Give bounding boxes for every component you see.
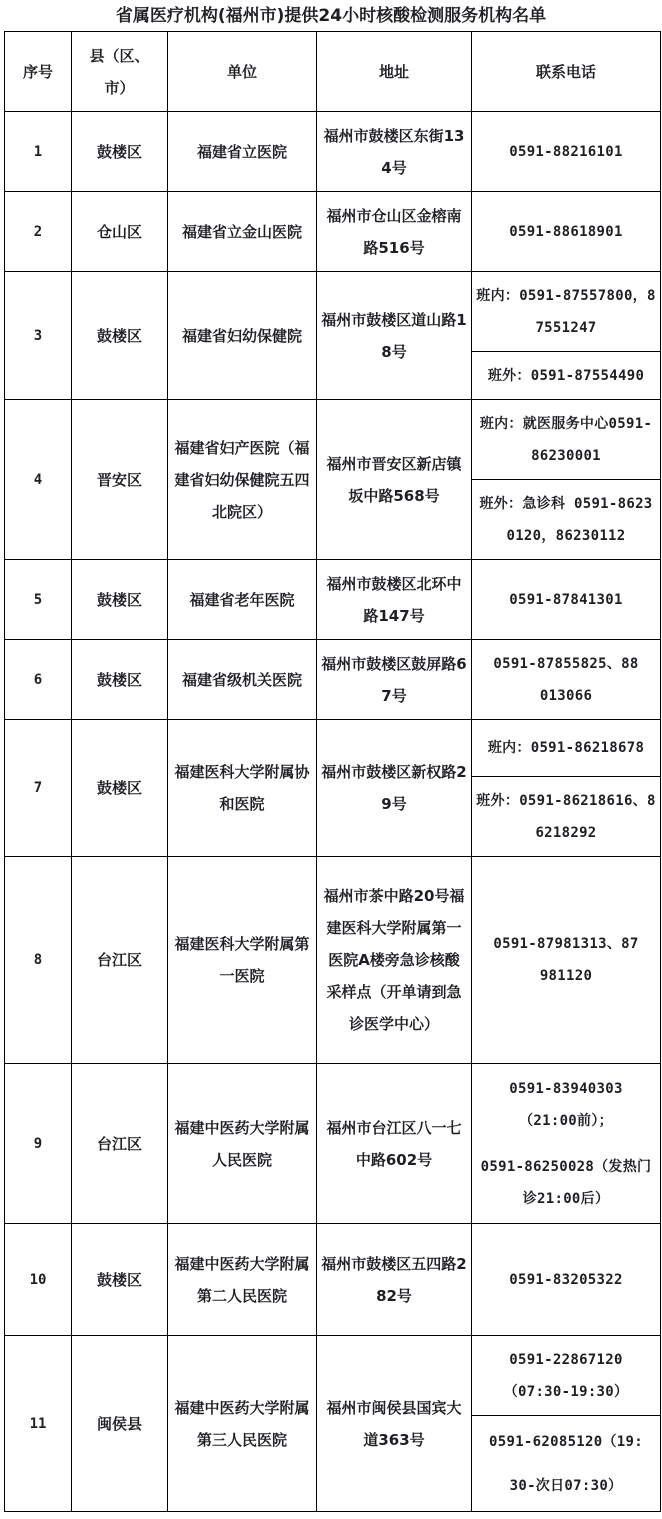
row-address: 福州市鼓楼区北环中路147号	[317, 560, 472, 640]
row-phone: 0591-87981313、87981120	[472, 857, 661, 1064]
row-phone-night: 0591-62085120（19:30-次日07:30）	[472, 1416, 661, 1512]
row-unit: 福建中医药大学附属第二人民医院	[168, 1224, 317, 1336]
row-county: 仓山区	[72, 192, 168, 272]
row-county: 台江区	[72, 1064, 168, 1224]
row-phone: 0591-87841301	[472, 560, 661, 640]
row-unit: 福建省妇幼保健院	[168, 272, 317, 400]
table-row	[5, 720, 661, 777]
table-row	[5, 857, 661, 1064]
row-county: 台江区	[72, 857, 168, 1064]
header-county: 县（区、市）	[72, 32, 168, 112]
table-row	[5, 192, 661, 272]
row-county: 鼓楼区	[72, 272, 168, 400]
row-index: 4	[5, 400, 72, 560]
row-index: 1	[5, 112, 72, 192]
row-index: 3	[5, 272, 72, 400]
row-county: 鼓楼区	[72, 560, 168, 640]
row-county: 晋安区	[72, 400, 168, 560]
row-address: 福州市晋安区新店镇坂中路568号	[317, 400, 472, 560]
row-county: 鼓楼区	[72, 640, 168, 720]
row-address: 福州市台江区八一七中路602号	[317, 1064, 472, 1224]
row-phone-daytime: 班内：0591-87557800，87551247	[472, 272, 661, 352]
row-address: 福州市鼓楼区新权路29号	[317, 720, 472, 857]
row-index: 8	[5, 857, 72, 1064]
row-index: 9	[5, 1064, 72, 1224]
row-phone-afterhours: 班外：急诊科 0591-86230120，86230112	[472, 480, 661, 560]
row-county: 闽侯县	[72, 1336, 168, 1512]
table-row	[5, 400, 661, 480]
document-title: 省属医疗机构(福州市)提供24小时核酸检测服务机构名单	[115, 6, 547, 26]
table-row	[5, 640, 661, 720]
row-address: 福州市鼓楼区道山路18号	[317, 272, 472, 400]
row-unit: 福建医科大学附属协和医院	[168, 720, 317, 857]
row-unit: 福建中医药大学附属人民医院	[168, 1064, 317, 1224]
row-unit: 福建省立金山医院	[168, 192, 317, 272]
header-address: 地址	[317, 32, 472, 112]
row-county: 鼓楼区	[72, 1224, 168, 1336]
row-address: 福州市鼓楼区东街134号	[317, 112, 472, 192]
row-phone-afterhours: 班外：0591-87554490	[472, 352, 661, 400]
row-index: 7	[5, 720, 72, 857]
row-address: 福州市闽侯县国宾大道363号	[317, 1336, 472, 1512]
row-unit: 福建省老年医院	[168, 560, 317, 640]
row-address: 福州市仓山区金榕南路516号	[317, 192, 472, 272]
institution-table	[4, 31, 661, 1512]
row-phone: 0591-88216101	[472, 112, 661, 192]
phone-fever-clinic: 0591-86250028（发热门诊21:00后）	[480, 1158, 652, 1207]
row-index: 11	[5, 1336, 72, 1512]
table-header-row	[5, 32, 661, 112]
row-county: 鼓楼区	[72, 112, 168, 192]
row-index: 2	[5, 192, 72, 272]
row-phone: 0591-83205322	[472, 1224, 661, 1336]
row-phone: 0591-88618901	[472, 192, 661, 272]
row-address: 福州市鼓楼区五四路282号	[317, 1224, 472, 1336]
row-address: 福州市茶中路20号福建医科大学附属第一医院A楼旁急诊核酸采样点（开单请到急诊医学中心）	[317, 857, 472, 1064]
table-row	[5, 272, 661, 352]
row-unit: 福建省立医院	[168, 112, 317, 192]
row-address: 福州市鼓楼区鼓屏路67号	[317, 640, 472, 720]
table-row	[5, 1336, 661, 1416]
table-row	[5, 560, 661, 640]
header-index: 序号	[5, 32, 72, 112]
row-unit: 福建省级机关医院	[168, 640, 317, 720]
row-index: 6	[5, 640, 72, 720]
row-phone-daytime: 班内：就医服务中心0591-86230001	[472, 400, 661, 480]
row-phone	[472, 1064, 661, 1224]
row-phone-daytime: 班内：0591-86218678	[472, 720, 661, 777]
row-phone-afterhours: 班外：0591-86218616、86218292	[472, 777, 661, 857]
row-county: 鼓楼区	[72, 720, 168, 857]
header-phone: 联系电话	[472, 32, 661, 112]
row-unit: 福建中医药大学附属第三人民医院	[168, 1336, 317, 1512]
table-row	[5, 1064, 661, 1224]
row-phone: 0591-87855825、88013066	[472, 640, 661, 720]
row-index: 10	[5, 1224, 72, 1336]
row-unit: 福建省妇产医院（福建省妇幼保健院五四北院区）	[168, 400, 317, 560]
row-index: 5	[5, 560, 72, 640]
header-unit: 单位	[168, 32, 317, 112]
phone-before-21: 0591-83940303（21:00前）；	[509, 1080, 623, 1129]
row-phone-daytime: 0591-22867120（07:30-19:30）	[472, 1336, 661, 1416]
table-row	[5, 1224, 661, 1336]
row-unit: 福建医科大学附属第一医院	[168, 857, 317, 1064]
table-row	[5, 112, 661, 192]
